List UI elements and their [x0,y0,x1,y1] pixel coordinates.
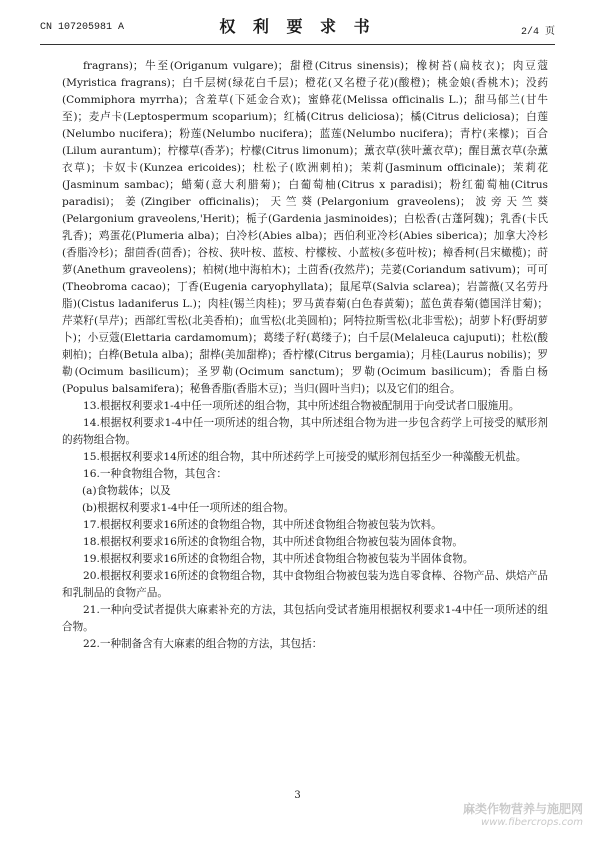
claim-18: 18.根据权利要求16所述的食物组合物，其中所述食物组合物被包装为固体食物。 [83,536,463,548]
claim-17: 17.根据权利要求16所述的食物组合物，其中所述食物组合物被包装为饮料。 [83,519,442,531]
publication-number: CN 107205981 A [40,22,125,33]
claim-16-item-a: (a)食物载体；以及 [82,485,171,497]
claim-15: 15.根据权利要求14所述的组合物，其中所述药学上可接受的赋形剂包括至少一种藻酸无机盐。 [83,451,527,463]
page-header [40,14,555,40]
watermark-url: www.fibercrops.com [481,817,583,828]
document-title: 权 利 要 求 书 [219,17,376,36]
page-indicator: 2/4 页 [520,27,555,38]
watermark-site-name: 麻类作物营养与施肥网 [462,802,583,816]
page-number: 3 [294,790,301,801]
claim-13: 13.根据权利要求1-4中任一项所述的组合物，其中所述组合物被配制用于向受试者口服施用。 [83,400,520,412]
claim-14: 14.根据权利要求1-4中任一项所述的组合物，其中所述组合物为进一步包含药学上可接受的赋形剂的药物组合物。 [62,417,548,446]
claim-16-item-b: (b)根据权利要求1-4中任一项所述的组合物。 [82,502,295,514]
watermark [463,800,583,828]
claims-body [62,58,548,653]
claim-20: 20.根据权利要求16所述的食物组合物，其中食物组合物被包装为选自零食棒、谷物产品、烘焙产品和乳制品的食物产品。 [62,570,548,599]
claim-21: 21.一种向受试者提供大麻素补充的方法，其包括向受试者施用根据权利要求1-4中任一项所述的组合物。 [62,604,548,633]
claim-19: 19.根据权利要求16所述的食物组合物，其中所述食物组合物被包装为半固体食物。 [83,553,474,565]
claim-16: 16.一种食物组合物，其包含： [83,468,227,480]
header-divider [40,44,555,45]
claim-22: 22.一种制备含有大麻素的组合物的方法，其包括： [83,638,323,650]
claim-12-continuation: fragrans)；牛至(Origanum vulgare)；甜橙(Citrus sinensis)；橡树苔(扁枝衣)；肉豆蔻(Myristica fragrans)；白千层树(绿花白千层)；橙花(又名橙子花)(酸橙)；桃金娘(香桃木)；没药(Commiphora myrrha)；含羞草(下延金合欢)；蜜蜂花(Melissa officinalis L.)；甜马郁兰(甘牛至)；麦卢卡(Leptospermum scoparium)；红橘(Citrus deliciosa)；橘(Citrus deliciosa)；白莲(Nelumbo nucifera)；粉莲(Nelumbo nucifera)；蓝莲(Nelumbo nucifera)；青柠(来檬)；百合(Lilum aurantum)；柠檬草(香茅)；柠檬(Citrus limonum)；薰衣草(狭叶薰衣草)；醒目薰衣草(杂薰衣草)；卡奴卡(Kunzea ericoides)；杜松子(欧洲刺柏)；茉莉(Jasminum officinale)；茉莉花(Jasminum sambac)；蜡菊(意大利腊菊)；白葡萄柚(Citrus x paradisi)；粉红葡萄柚(Citrus paradisi)；姜(Zingiber officinalis)；天竺葵(Pelargonium graveolens)；波旁天竺葵(Pelargonium graveolens,'Herit)；栀子(Gardenia jasminoides)；白松香(古蓬阿魏)；乳香(卡氏乳香)；鸡蛋花(Plumeria alba)；白冷杉(Abies alba)；西伯利亚冷杉(Abies siberica)；加拿大冷杉(香脂冷杉)；甜茴香(茴香)；谷桉、狭叶桉、蓝桉、柠檬桉、小蓝桉(多苞叶桉)；樟香柯(吕宋橄榄)；莳萝(Anethum graveolens)；柏树(地中海柏木)；土茴香(孜然芹)；芫荽(Coriandum sativum)；可可(Theobroma cacao)；丁香(Eugenia caryophyllata)；鼠尾草(Salvia sclarea)；岩蔷薇(又名劳丹脂)(Cistus ladaniferus L.)；肉桂(锡兰肉桂)；罗马黄春菊(白色春黄菊)；蓝色黄春菊(德国洋甘菊)；芹菜籽(旱芹)；西部红雪松(北美香柏)；血雪松(北美圆柏)；阿特拉斯雪松(北非雪松)；胡萝卜籽(野胡萝卜)；小豆蔻(Elettaria cardamomum)；葛缕子籽(葛缕子)；白千层(Melaleuca cajuputi)；杜松(酸刺柏)；白桦(Betula alba)；甜桦(美加甜桦)；香柠檬(Citrus bergamia)；月桂(Laurus nobilis)；罗勒(Ocimum basilicum)；圣罗勒(Ocimum sanctum)；罗勒(Ocimum basilicum)；香脂白杨(Populus balsamifera)；秘鲁香脂(香脂木豆)；当归(圆叶当归)；以及它们的组合。 [62,60,548,395]
